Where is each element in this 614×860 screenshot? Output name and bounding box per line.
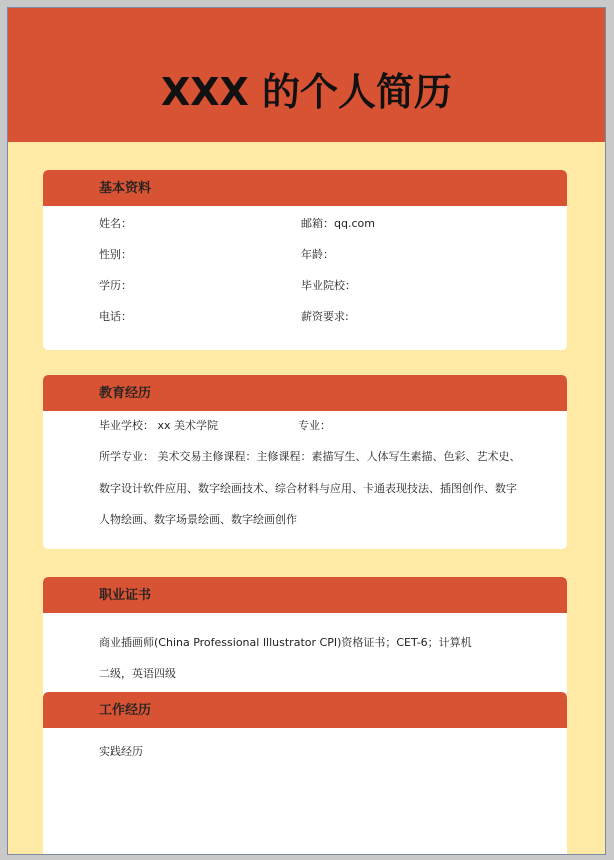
- education-field: 学历：: [99, 279, 132, 292]
- school-field: 毕业院校：: [301, 279, 356, 292]
- work-line-1: 实践经历: [99, 745, 143, 758]
- phone-field: 电话：: [99, 310, 132, 323]
- resume-title: XXX 的个人简历: [160, 70, 453, 114]
- section-title-work: 工作经历: [99, 703, 152, 718]
- section-title-certificates: 职业证书: [99, 588, 152, 603]
- section-header: [43, 577, 567, 613]
- email-field: 邮箱：qq.com: [301, 217, 375, 230]
- graduation-school: 毕业学校： xx 美术学院: [99, 419, 219, 432]
- section-education: [43, 375, 567, 549]
- courses-line-1: 所学专业： 美术交易主修课程：主修课程：素描写生、人体写生素描、色彩、艺术史、: [99, 450, 521, 463]
- resume-header: [8, 8, 605, 142]
- courses-line-3: 人物绘画、数字场景绘画、数字绘画创作: [99, 513, 297, 526]
- section-certificates: [43, 577, 567, 707]
- resume-page: [7, 7, 606, 855]
- section-basic-info: [43, 170, 567, 350]
- section-header: [43, 170, 567, 206]
- name-field: 姓名：: [99, 217, 132, 230]
- section-title-education: 教育经历: [99, 386, 152, 401]
- certificates-line-2: 二级，英语四级: [99, 667, 176, 680]
- section-title-basic-info: 基本资料: [99, 181, 152, 196]
- age-field: 年龄：: [301, 248, 334, 261]
- section-work: [43, 692, 567, 855]
- major-field: 专业：: [298, 419, 331, 432]
- courses-line-2: 数字设计软件应用、数字绘画技术、综合材料与应用、卡通表现技法、插图创作、数字: [99, 482, 517, 495]
- section-header: [43, 375, 567, 411]
- certificates-line-1: 商业插画师(China Professional Illustrator CPI)资格证书；CET-6；计算机: [99, 636, 472, 649]
- gender-field: 性别：: [99, 248, 132, 261]
- section-header: [43, 692, 567, 728]
- salary-field: 薪资要求:: [301, 310, 349, 323]
